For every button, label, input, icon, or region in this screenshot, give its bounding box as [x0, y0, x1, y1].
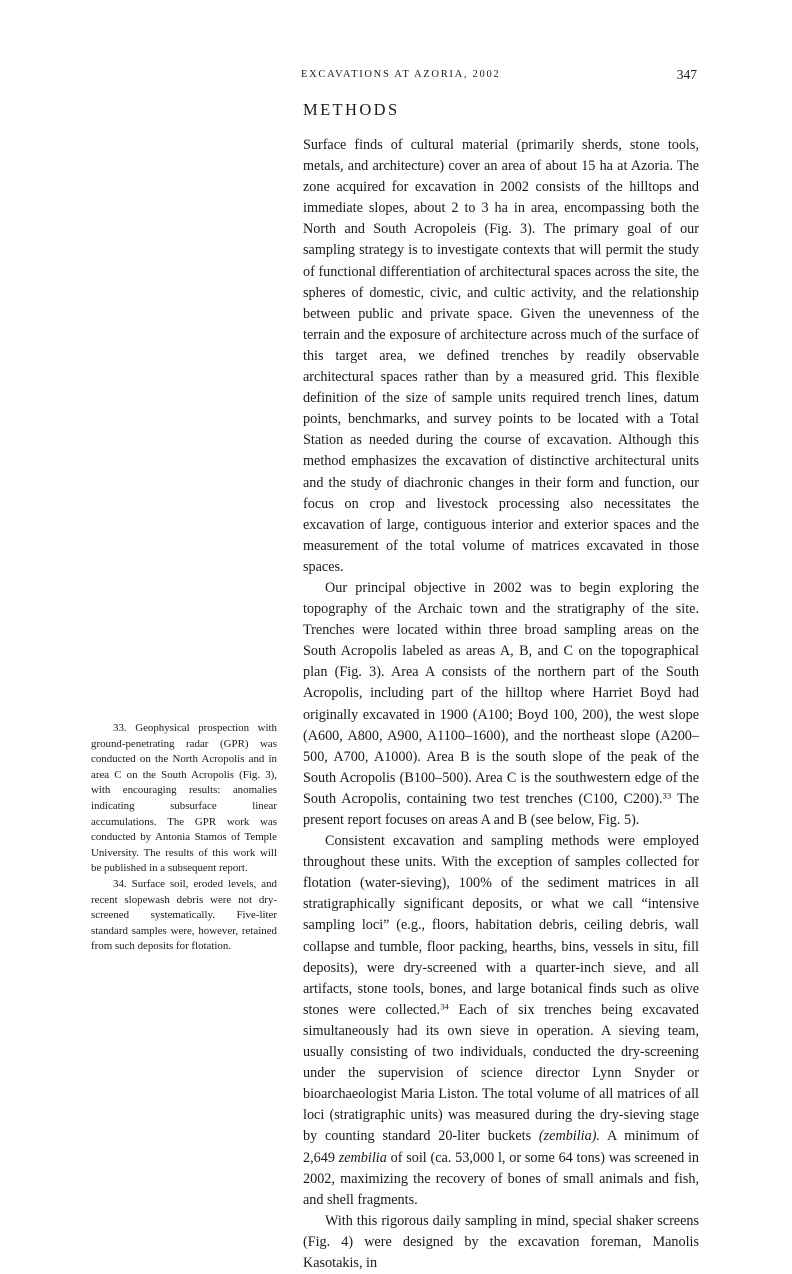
section-heading: METHODS: [303, 100, 400, 119]
page-number: 347: [676, 67, 697, 82]
footnote-33: 33. Geophysical prospection with ground-penetrating radar (GPR) was conducted on the North Acropolis and in area C on the South Acropolis (Fig. 3), with encouraging results: anomalies indicating subsurface linear accumulations. The GPR work was conducted by Antonia Stamos of Temple University. The results of this work will be published in a subsequent report.: [91, 722, 277, 875]
paragraph-text: The present report focuses on areas A and B (see below, Fig. 5).: [303, 790, 699, 828]
main-text-column: [303, 135, 699, 1274]
footnote-ref[interactable]: 33: [662, 790, 672, 801]
footnote-ref[interactable]: 34: [440, 1001, 449, 1012]
paragraph-text: Our principal objective in 2002 was to begin exploring the topography of the Archaic town and the stratigraphy of the site. Trenches were located within three broad sampling areas on the South Acropolis labeled as areas A, B, and C on the topographical plan (Fig. 3). Area A consists of the northern part of the South Acropolis, including part of the hilltop where Harriet Boyd had originally excavated in 1900 (A100; Boyd 100, 200), the west slope (A600, A800, A900, A1100–1600), and the northeast slope (A200–500, A700, A1000). Area B is the south slope of the peak of the South Acropolis (B100–500). Area C is the southwestern edge of the South Acropolis, containing two test trenches (C100, C200).: [303, 579, 699, 807]
footnotes-column: [91, 721, 277, 955]
paragraph-text: Consistent excavation and sampling methods were employed throughout these units. With the exception of samples collected for flotation (water-sieving), 100% of the sediment matrices in all stratigraphically significant deposits, or what we call “intensive sampling loci” (e.g., floors, habitation debris, ceiling debris, wall collapse and tumble, floor packing, hearths, bins, vessels in situ, fill deposits), were dry-screened with a quarter-inch sieve, and all artifacts, stone tools, bones, and large botanical finds such as olive stones were collected.: [303, 833, 699, 1018]
footnote-34: 34. Surface soil, eroded levels, and recent slopewash debris were not dry-screened systematically. Five-liter standard samples were, however, retained from such deposits for flotation.: [91, 877, 277, 953]
paragraph-text: of soil (ca. 53,000 l, or some 64 tons) was screened in 2002, maximizing the recovery of bones of small animals and fish, and shell fragments.: [303, 1149, 700, 1208]
body-paragraph: [303, 831, 699, 1211]
body-paragraph: With this rigorous daily sampling in mind, special shaker screens (Fig. 4) were designed by the excavation foreman, Manolis Kasotakis, in: [303, 1212, 699, 1271]
italic-term: (zembilia).: [538, 1128, 600, 1145]
body-paragraph: [303, 578, 699, 831]
paragraph-text: A minimum of 2,649: [303, 1128, 700, 1166]
paragraph-text: Each of six trenches being excavated simultaneously had its own sieve in operation. A sieving team, usually consisting of two individuals, conducted the dry-screening under the supervision of science director Lynn Snyder or bioarchaeologist Maria Liston. The total volume of all matrices of all loci (stratigraphic units) was measured during the dry-sieving stage by counting standard 20-liter buckets: [303, 1001, 699, 1145]
body-paragraph: Surface finds of cultural material (primarily sherds, stone tools, metals, and architecture) cover an area of about 15 ha at Azoria. The zone acquired for excavation in 2002 consists of the hilltops and immediate slopes, about 2 to 3 ha in area, encompassing both the North and South Acropoleis (Fig. 3). The primary goal of our sampling strategy is to investigate contexts that will permit the study of functional differentiation of architectural spaces across the site, the spheres of domestic, civic, and cultic activity, and the relationship between public and private space. Given the unevenness of the terrain and the exposure of architecture across much of the surface of this target area, we defined trenches by readily observable architectural spaces rather than by a measured grid. This flexible definition of the size of sample units required trench lines, datum points, benchmarks, and survey points to be located with a Total Station as needed during the course of excavation. Although this method emphasizes the excavation of distinctive architectural units and the study of diachronic changes in their form and function, our focus on crop and livestock processing also necessitates the excavation of large, contiguous interior and exterior spaces and the measurement of the total volume of matrices excavated in those spaces.: [303, 137, 699, 575]
italic-term: zembilia: [338, 1149, 387, 1166]
running-head: [301, 69, 697, 83]
running-title: EXCAVATIONS AT AZORIA, 2002: [301, 69, 501, 80]
